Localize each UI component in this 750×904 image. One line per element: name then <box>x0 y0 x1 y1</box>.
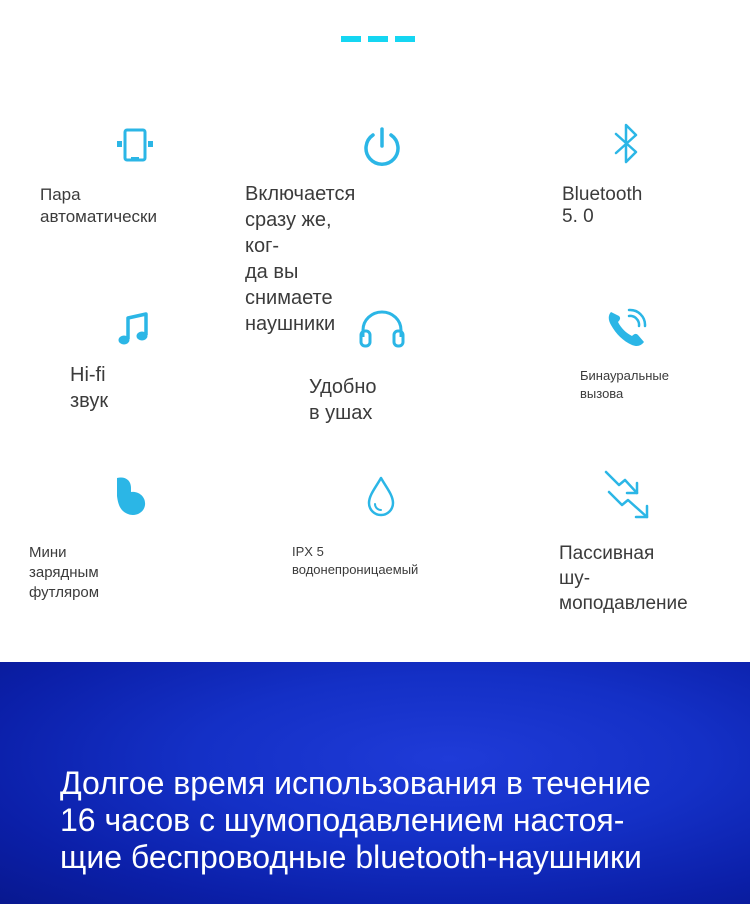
feature-label: Мини зарядным футляром <box>29 544 100 601</box>
feature-label: Пара автоматически <box>40 185 157 226</box>
noise-reduction-icon <box>603 469 651 521</box>
feature-label: IPX 5 водонепроницаемый <box>292 544 419 577</box>
phone-call-icon <box>605 306 649 348</box>
phone-pairing-icon <box>115 127 157 165</box>
dash <box>368 36 388 42</box>
banner-text: Долгое время использования в течение 16 часов с шумоподавлением настоя- щие беспроводные bluetooth-наушники <box>60 765 651 875</box>
feature-label: Бинауральные вызова <box>580 368 669 401</box>
water-drop-icon <box>366 475 396 517</box>
music-note-icon <box>117 312 151 348</box>
dash <box>341 36 361 42</box>
dash <box>395 36 415 42</box>
headphones-icon <box>358 309 406 349</box>
earbud-icon <box>111 474 149 518</box>
bluetooth-icon <box>612 122 642 166</box>
power-icon <box>360 126 404 168</box>
feature-label: Удобно в ушах <box>309 376 377 424</box>
feature-label: Пассивная шу- моподавление <box>559 543 688 614</box>
feature-label: Bluetooth 5. 0 <box>562 184 643 227</box>
decorative-dashes <box>341 36 417 43</box>
feature-label: Включается сразу же, ког- да вы снимаете наушники <box>245 183 356 335</box>
feature-label: Hi-fi звук <box>70 364 109 412</box>
hero-banner <box>0 662 750 904</box>
